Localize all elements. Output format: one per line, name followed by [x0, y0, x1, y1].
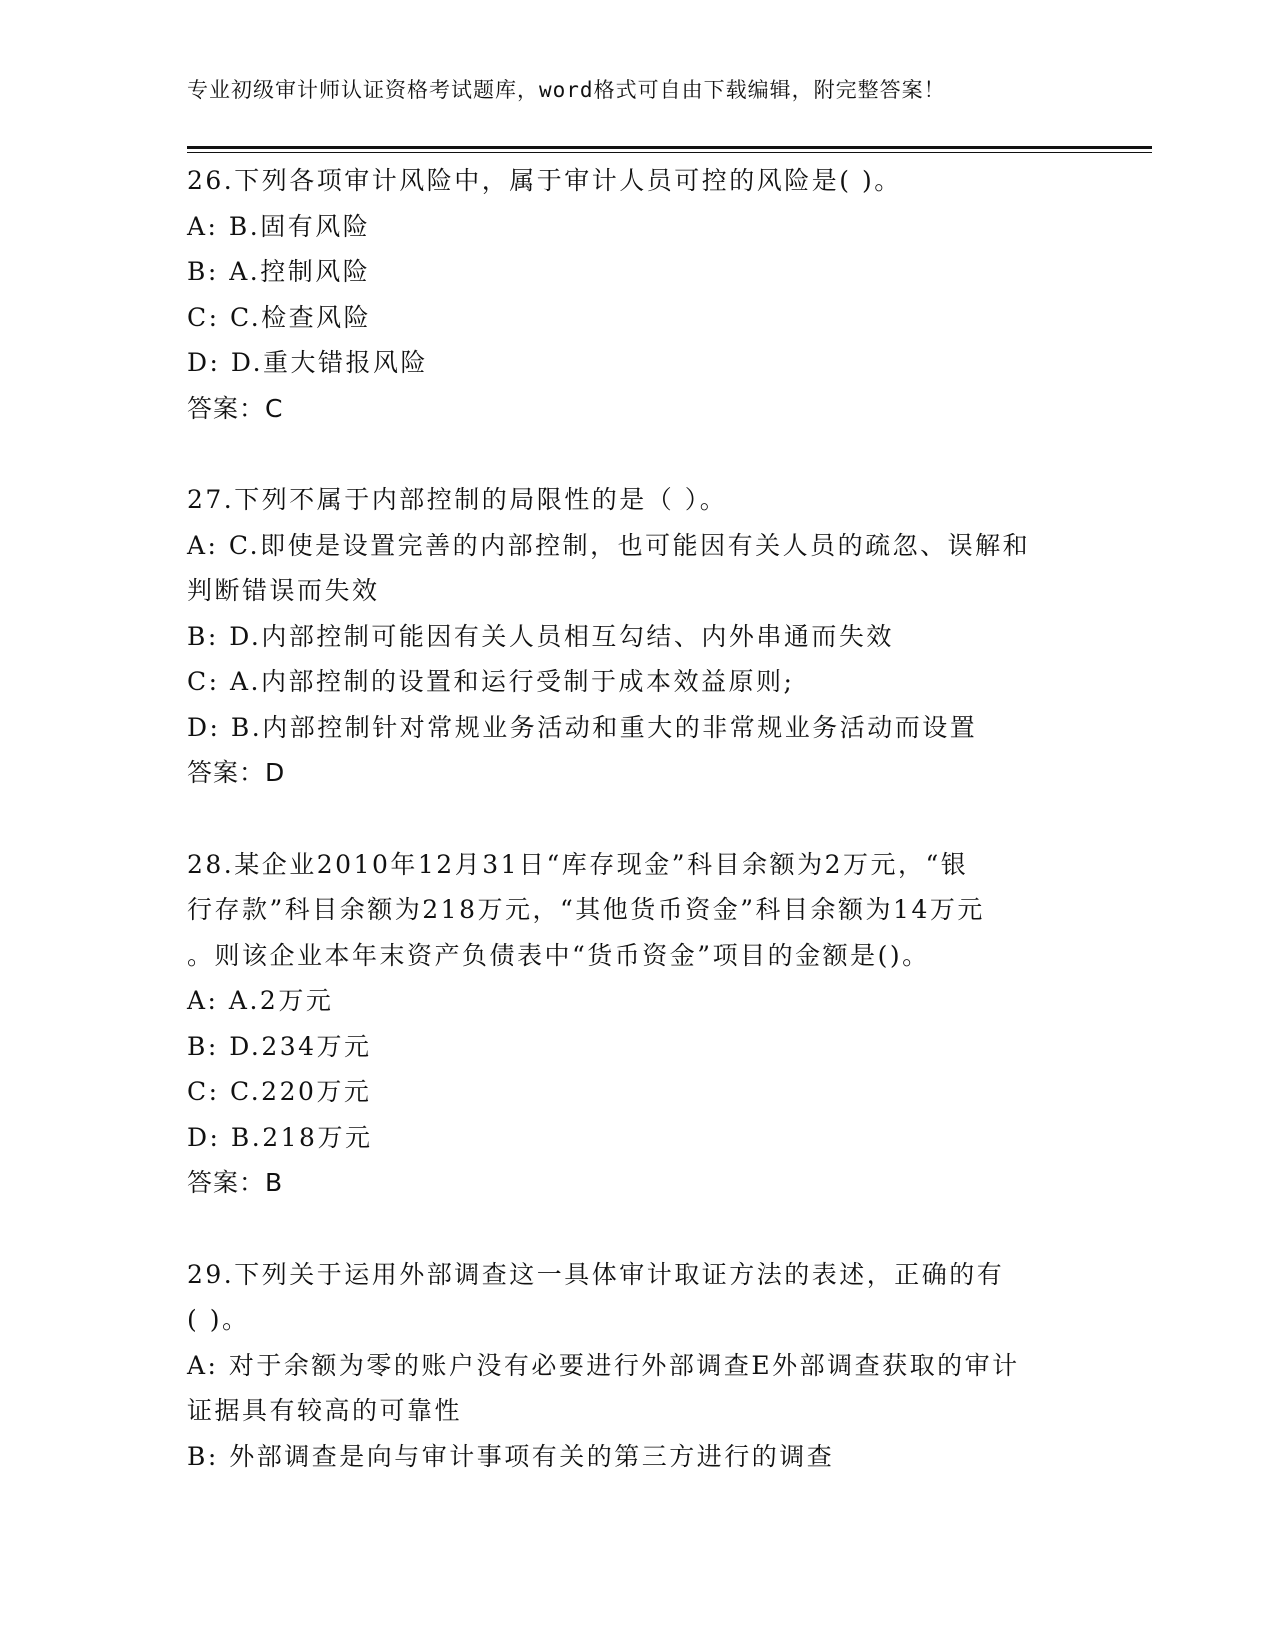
option-d: D: B.218万元: [187, 1122, 373, 1152]
question-stem: 27.下列不属于内部控制的局限性的是（ ）。: [187, 485, 728, 514]
answer: 答案：D: [187, 758, 286, 787]
option-b: B: 外部调查是向与审计事项有关的第三方进行的调查: [187, 1441, 835, 1471]
question-27: [187, 477, 1087, 796]
header-divider-thin: [187, 152, 1152, 153]
option-a: A: 对于余额为零的账户没有必要进行外部调查E外部调查获取的审计: [187, 1350, 1020, 1380]
option-d: D: D.重大错报风险: [187, 348, 429, 377]
question-stem-continued: 行存款”科目余额为218万元，“其他货币资金”科目余额为14万元: [187, 895, 985, 924]
question-stem: 28.某企业2010年12月31日“库存现金”科目余额为2万元，“银: [187, 849, 969, 879]
question-stem-continued: ( )。: [187, 1305, 250, 1334]
option-c: C: A.内部控制的设置和运行受制于成本效益原则;: [187, 667, 795, 696]
option-a-continued: 证据具有较高的可靠性: [187, 1396, 463, 1425]
option-c: C: C.检查风险: [187, 302, 372, 332]
question-stem: 26.下列各项审计风险中，属于审计人员可控的风险是( )。: [187, 166, 902, 195]
option-a-continued: 判断错误而失效: [187, 576, 380, 605]
question-list: [187, 158, 1087, 1525]
answer: 答案：B: [187, 1168, 284, 1197]
question-28: [187, 842, 1087, 1206]
option-d: D: B.内部控制针对常规业务活动和重大的非常规业务活动而设置: [187, 712, 978, 742]
header-divider-thick: [187, 146, 1152, 149]
option-b: B: D.内部控制可能因有关人员相互勾结、内外串通而失效: [187, 621, 894, 651]
question-stem: 29.下列关于运用外部调查这一具体审计取证方法的表述，正确的有: [187, 1259, 1005, 1289]
page-header: 专业初级审计师认证资格考试题库，word格式可自由下载编辑，附完整答案！: [187, 78, 946, 102]
option-a: A: C.即使是设置完善的内部控制，也可能因有关人员的疏忽、误解和: [187, 530, 1031, 560]
answer: 答案：C: [187, 393, 284, 423]
question-29: [187, 1252, 1087, 1480]
question-26: [187, 158, 1087, 431]
option-b: B: D.234万元: [187, 1031, 372, 1061]
option-a: A: B.固有风险: [187, 211, 371, 241]
option-a: A: A.2万元: [187, 986, 334, 1015]
option-b: B: A.控制风险: [187, 257, 371, 286]
question-stem-continued: 。则该企业本年末资产负债表中“货币资金”项目的金额是()。: [187, 940, 930, 970]
option-c: C: C.220万元: [187, 1077, 372, 1106]
